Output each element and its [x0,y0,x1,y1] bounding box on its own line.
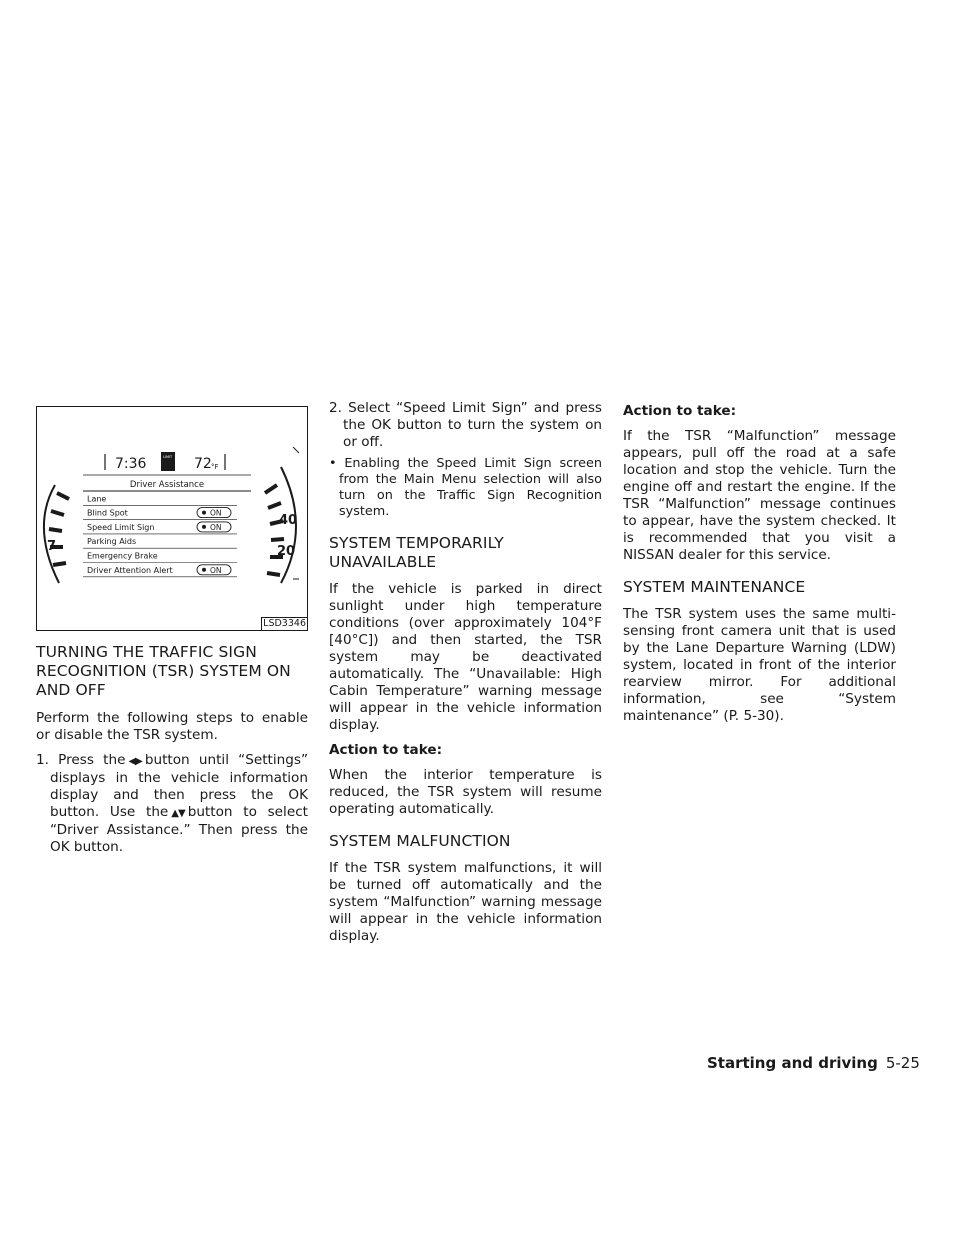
toggle-status-label: ON [210,565,222,575]
menu-item-label: Driver Attention Alert [87,565,173,575]
step-1-text-b: button until “Settings” displays in the vehicle information display and then press the OK button. Use the [50,752,308,820]
column-2 [329,400,602,953]
menu-item-label: Speed Limit Sign [87,522,155,532]
toggle-status-label: ON [210,522,222,532]
heading-malfunction: SYSTEM MALFUNCTION [329,832,511,850]
instrument-cluster-illustration [37,407,307,630]
speed-label-20: 20 [277,544,296,559]
clock-readout: 7:36 [115,456,147,472]
step-2: 2. Select “Speed Limit Sign” and press the OK button to turn the system on or off. [329,400,602,450]
intro-paragraph: Perform the following steps to enable or disable the TSR system. [36,710,308,743]
speed-limit-badge-label: LIMIT [163,455,173,459]
menu-title: Driver Assistance [129,480,205,490]
toggle-dot-icon [202,511,206,515]
left-right-arrows-icon: ◀▶ [128,756,142,767]
heading-temporarily-unavailable: SYSTEM TEMPORARILY UNAVAILABLE [329,534,504,571]
tachometer-ticks [49,493,69,565]
bullet-note: • Enabling the Speed Limit Sign screen from the Main Menu selection will also turn on the Traffic Sign Recognition system. [329,456,602,519]
up-down-arrows-icon: ▲▼ [171,808,185,819]
action-title-2: Action to take: [623,403,737,419]
step-1-text-c: button to select “Driver Assistance.” Then press the OK button. [50,804,308,855]
menu-list [83,494,237,577]
menu-item-label: Lane [87,494,107,504]
page-number: 5-25 [885,1054,920,1072]
menu-item-label: Blind Spot [87,508,128,518]
heading-maintenance: SYSTEM MAINTENANCE [623,578,806,596]
action-text-2: If the TSR “Malfunction” message appears, pull off the road at a safe location and stop the vehicle. Turn the engine off and restart the engine. If the TSR “Malfunction” message continues to appear, have the system checked. It is recommended that you visit a NISSAN dealer for this service. [623,428,896,563]
page-footer [707,1054,920,1072]
speedometer-ticks [265,485,284,575]
step-1-text-a: 1. Press the [36,752,126,768]
action-title-1: Action to take: [329,742,443,758]
speed-label-40: 40 [279,513,298,528]
menu-item-label: Emergency Brake [87,551,158,561]
temperature-unit: °F [211,463,219,471]
paragraph-maintenance: The TSR system uses the same multi-sensing front camera unit that is used by the Lane Departure Warning (LDW) system, located in front of the interior rearview mirror. For additional information, see “System maintenance” (P. 5-30). [623,606,896,724]
paragraph-malfunction: If the TSR system malfunctions, it will be turned off automatically and the system “Malfunction” warning message will appear in the vehicle information display. [329,860,602,944]
tachometer-label: 7 [47,539,57,554]
paragraph-unavailable: If the vehicle is parked in direct sunlight under high temperature conditions (over approximately 104°F [40°C]) and then started, the TSR system may be deactivated automatically. The “Unavailable: High Cabin Temperature” warning message will appear in the vehicle information display. [329,581,602,733]
footer-section-title: Starting and driving [707,1054,878,1072]
figure-id: LSD3346 [263,618,306,629]
toggle-dot-icon [202,525,206,529]
action-text-1: When the interior temperature is reduced, the TSR system will resume operating automatically. [329,767,602,817]
figure-instrument-display [36,406,308,631]
temperature-readout: 72 [194,456,212,472]
toggle-status-label: ON [210,508,222,518]
toggle-dot-icon [202,568,206,572]
column-1 [36,400,308,861]
step-1 [36,752,308,856]
heading-turning-tsr-on-off: TURNING THE TRAFFIC SIGN RECOGNITION (TSR) SYSTEM ON AND OFF [36,643,291,699]
menu-item-label: Parking Aids [87,537,137,547]
column-3 [623,400,896,733]
